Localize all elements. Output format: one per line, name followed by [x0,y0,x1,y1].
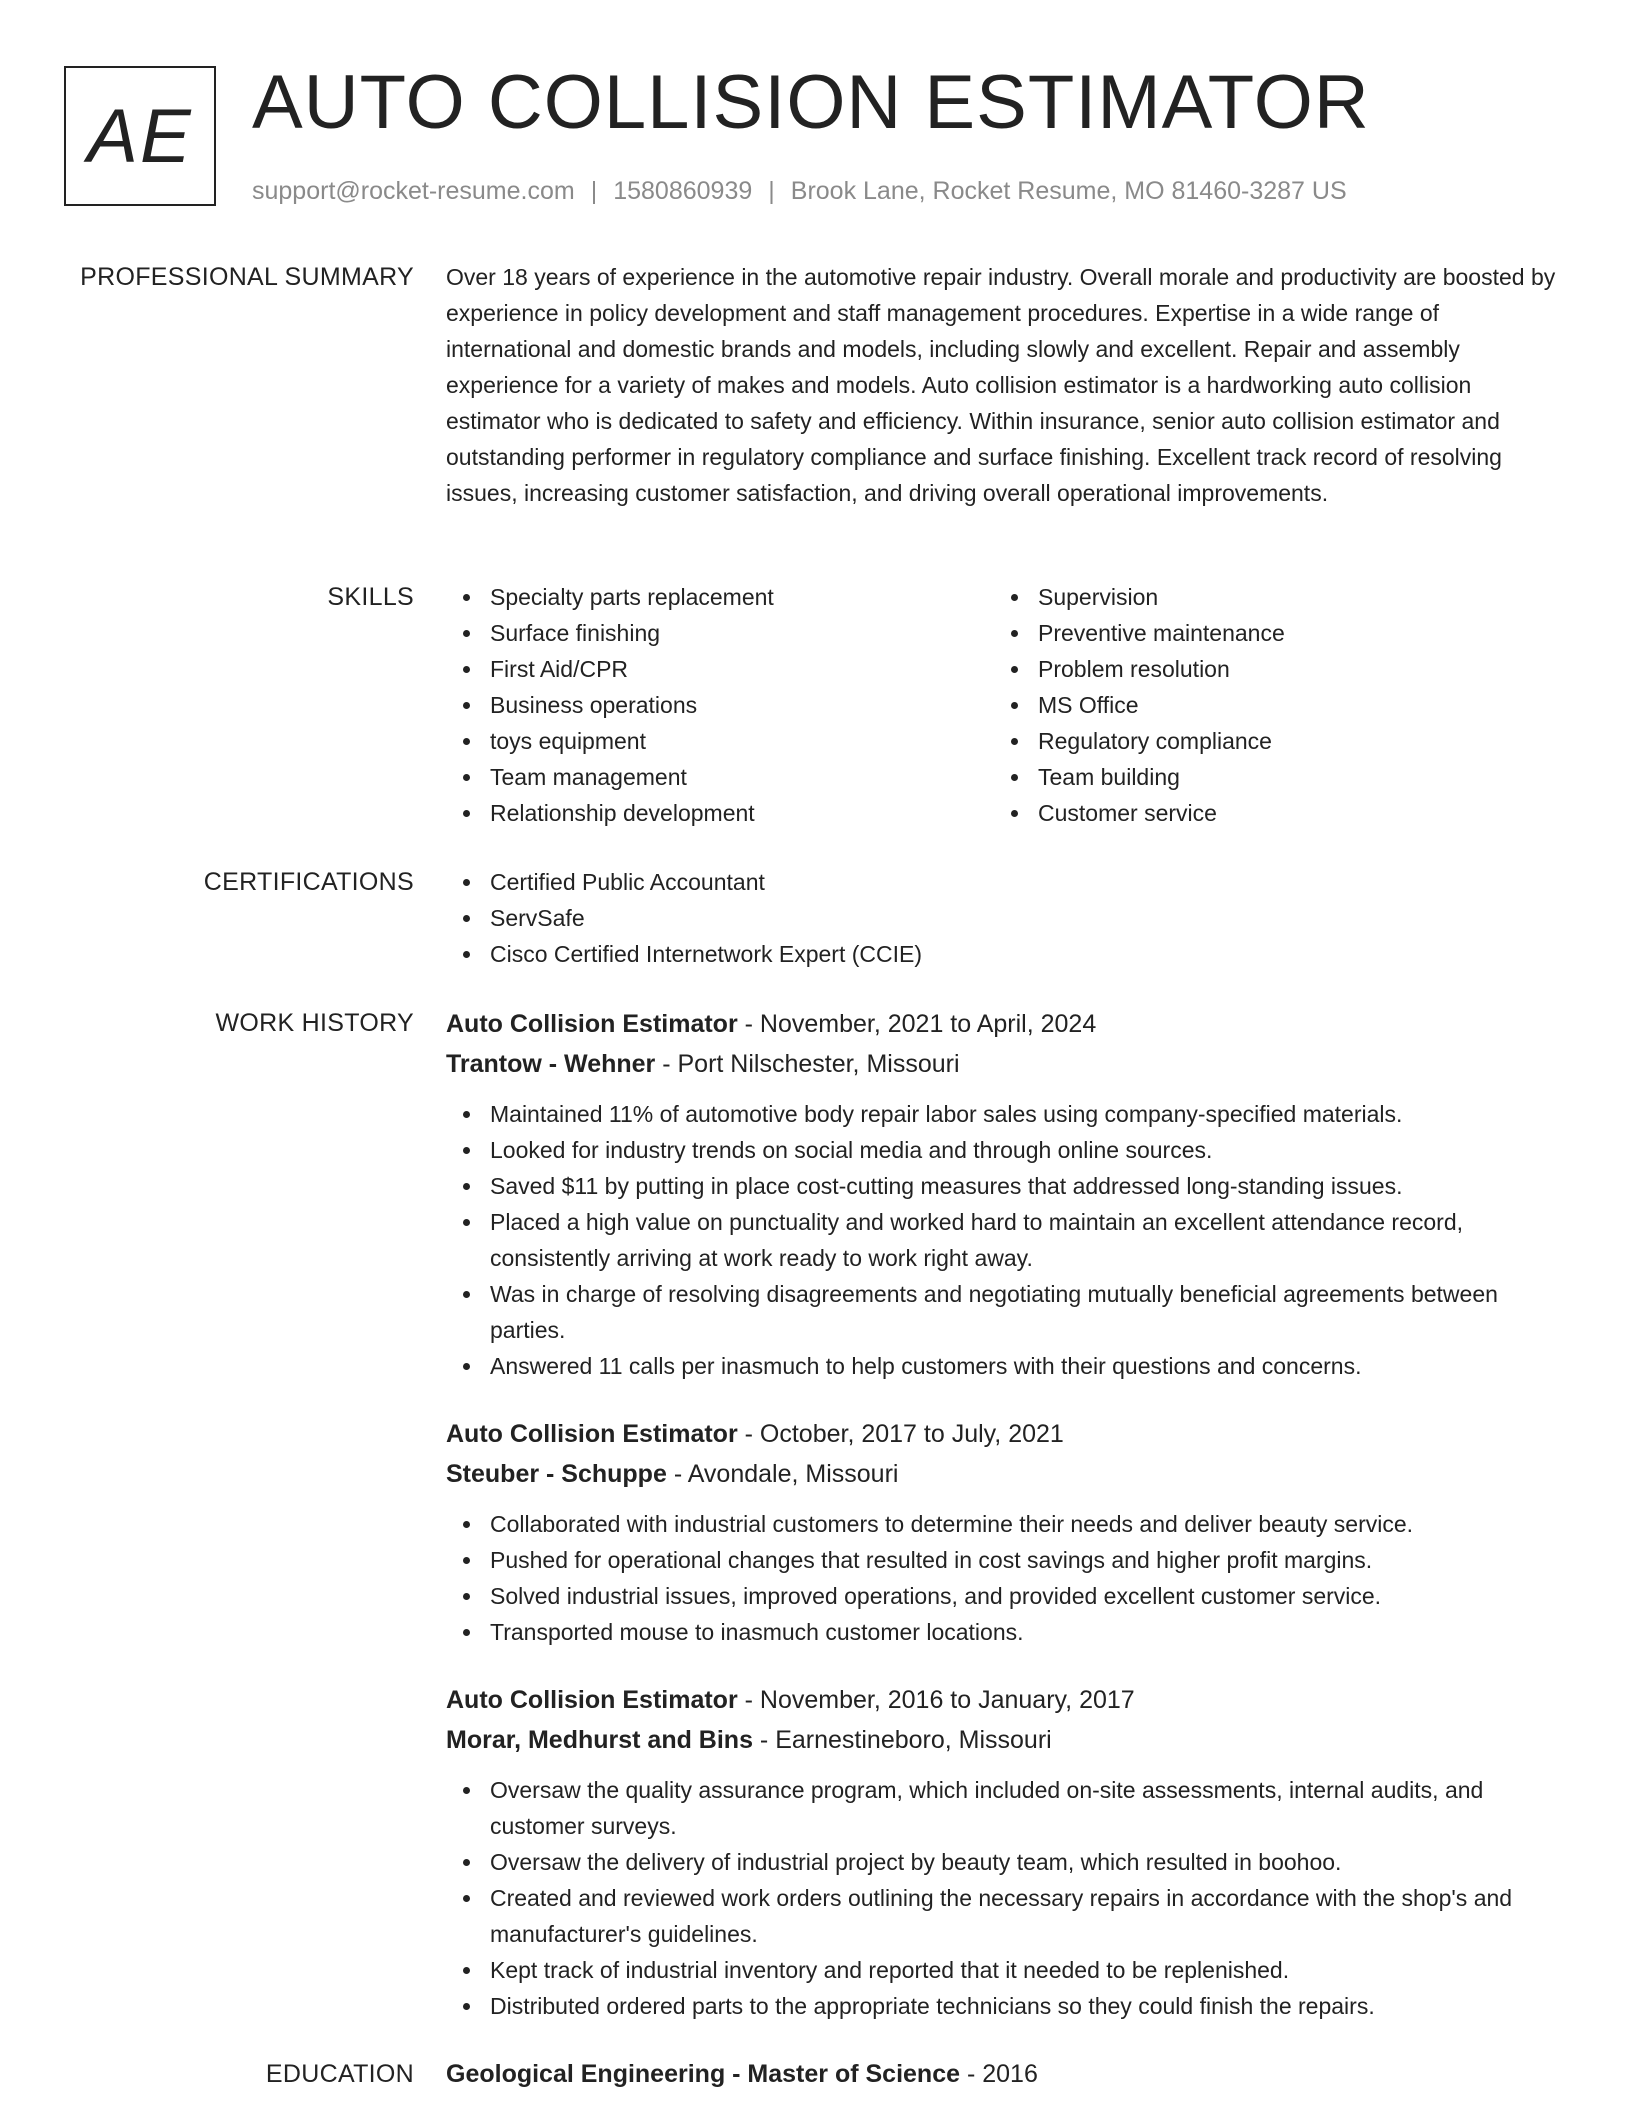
certification-item: Certified Public Accountant [490,864,1566,900]
job-title: Auto Collision Estimator [446,1420,738,1448]
contact-separator: | [590,177,598,205]
skills-section [446,579,1566,831]
summary-label: PROFESSIONAL SUMMARY [80,263,414,291]
job-location: - Earnestineboro, Missouri [752,1726,1052,1754]
job-bullet: Oversaw the delivery of industrial project by beauty team, which resulted in boohoo. [490,1844,1566,1880]
certifications-list [446,864,1566,972]
job-company: Steuber - Schuppe [446,1460,667,1488]
job-bullet: Transported mouse to inasmuch customer locations. [490,1614,1566,1650]
certification-item: ServSafe [490,900,1566,936]
skill-item: Problem resolution [1038,651,1542,687]
contact-phone: 1580860939 [613,177,753,205]
job-bullet: Was in charge of resolving disagreements and negotiating mutually beneficial agreements between parties. [490,1276,1566,1348]
job-company-line [446,1044,1566,1084]
job-bullet: Looked for industry trends on social media and through online sources. [490,1132,1566,1168]
skills-grid [446,579,1566,831]
skill-item: Specialty parts replacement [490,579,994,615]
skill-item: Supervision [1038,579,1542,615]
job-bullet: Oversaw the quality assurance program, which included on-site assessments, internal audits, and customer surveys. [490,1772,1566,1844]
job-company-line [446,1720,1566,1760]
work-history-section [446,1004,1566,2094]
job-bullet: Maintained 11% of automotive body repair labor sales using company-specified materials. [490,1096,1566,1132]
job-bullet: Collaborated with industrial customers to determine their needs and deliver beauty service. [490,1506,1566,1542]
skills-list-left [446,579,994,831]
job-title-line [446,1004,1566,1044]
contact-line [252,174,1347,208]
education-line [446,2054,1566,2094]
summary-text: Over 18 years of experience in the automotive repair industry. Overall morale and productivity are boosted by experience in policy development and staff management procedures. Expertise in a wide range of international and domestic brands and models, including slowly and excellent. Repair and assembly experience for a variety of makes and models. Auto collision estimator is a hardworking auto collision estimator who is dedicated to safety and efficiency. Within insurance, senior auto collision estimator and outstanding performer in regulatory compliance and surface finishing. Excellent track record of resolving issues, increasing customer satisfaction, and driving overall operational improvements. [446,264,1556,506]
job-location: - Avondale, Missouri [666,1460,899,1488]
job-entry [446,1004,1566,1384]
job-company: Morar, Medhurst and Bins [446,1726,753,1754]
contact-email: support@rocket-resume.com [252,177,575,205]
job-dates: - November, 2016 to January, 2017 [737,1686,1135,1714]
initials-monogram [64,66,216,206]
skill-item: Surface finishing [490,615,994,651]
job-bullet: Answered 11 calls per inasmuch to help customers with their questions and concerns. [490,1348,1566,1384]
skill-item: toys equipment [490,723,994,759]
skill-item: Business operations [490,687,994,723]
initials: AE [87,93,193,179]
job-title-line [446,1680,1566,1720]
job-bullets [446,1096,1566,1384]
job-bullet: Created and reviewed work orders outlining the necessary repairs in accordance with the shop's and manufacturer's guidelines. [490,1880,1566,1952]
job-location: - Port Nilschester, Missouri [655,1050,960,1078]
job-bullets [446,1506,1566,1650]
resume-name: AUTO COLLISION ESTIMATOR [252,60,1370,145]
job-bullet: Pushed for operational changes that resulted in cost savings and higher profit margins. [490,1542,1566,1578]
job-title: Auto Collision Estimator [446,1686,738,1714]
job-title-line [446,1414,1566,1454]
skill-item: MS Office [1038,687,1542,723]
contact-separator: | [768,177,775,205]
skill-item: Preventive maintenance [1038,615,1542,651]
job-company-line [446,1454,1566,1494]
job-bullet: Distributed ordered parts to the appropriate technicians so they could finish the repairs. [490,1988,1566,2024]
job-bullet: Kept track of industrial inventory and reported that it needed to be replenished. [490,1952,1566,1988]
job-entry [446,1414,1566,1650]
work-history-label: WORK HISTORY [215,1009,414,1037]
education-year: - 2016 [960,2060,1038,2088]
skill-item: Regulatory compliance [1038,723,1542,759]
skills-label: SKILLS [327,583,414,611]
job-company: Trantow - Wehner [446,1050,656,1078]
skills-column-left [446,579,994,831]
job-dates: - November, 2021 to April, 2024 [737,1010,1097,1038]
education-degree: Geological Engineering - Master of Science [446,2060,961,2088]
skills-list-right [994,579,1542,831]
certifications-label: CERTIFICATIONS [203,868,414,896]
certification-item: Cisco Certified Internetwork Expert (CCIE) [490,936,1566,972]
job-dates: - October, 2017 to July, 2021 [737,1420,1064,1448]
job-bullets [446,1772,1566,2024]
skills-column-right [994,579,1542,831]
skill-item: Team building [1038,759,1542,795]
job-bullet: Placed a high value on punctuality and worked hard to maintain an excellent attendance record, consistently arriving at work ready to work right away. [490,1204,1566,1276]
contact-address: Brook Lane, Rocket Resume, MO 81460-3287 US [790,177,1347,205]
job-bullet: Solved industrial issues, improved operations, and provided excellent customer service. [490,1578,1566,1614]
skill-item: First Aid/CPR [490,651,994,687]
certifications-section [446,864,1566,972]
job-bullet: Saved $11 by putting in place cost-cutting measures that addressed long-standing issues. [490,1168,1566,1204]
skill-item: Team management [490,759,994,795]
job-entry [446,1680,1566,2024]
skill-item: Customer service [1038,795,1542,831]
job-title: Auto Collision Estimator [446,1010,738,1038]
skill-item: Relationship development [490,795,994,831]
summary-section [446,259,1566,511]
education-label: EDUCATION [265,2060,414,2088]
